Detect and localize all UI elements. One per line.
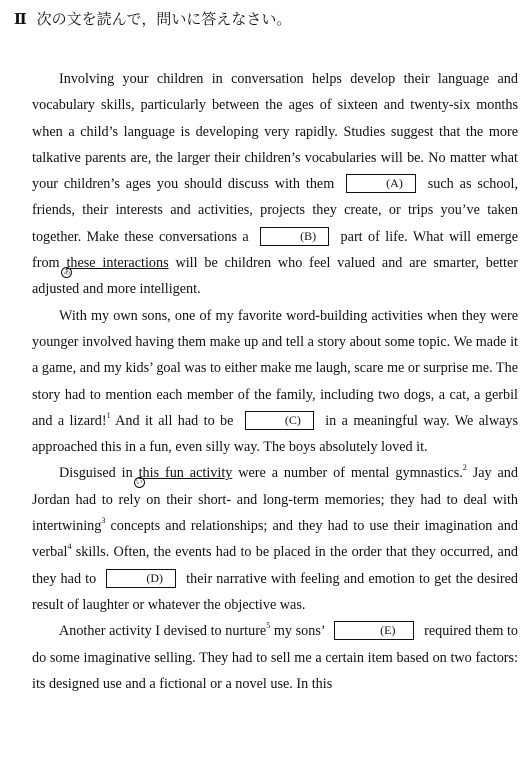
note-number: 3 [101,516,106,526]
text-run: Disguised in [59,465,133,482]
text-run: And it all had to be [115,412,234,429]
text-run: were a number of mental gymnastics. [238,465,463,482]
paragraph-2 [32,303,518,461]
text-run: required them to do some imaginative selling. They had to sell me a certain item based on two factors: its designed use and a fictional or a novel use. In this [32,623,519,692]
circled-label: い [135,478,143,487]
underlined-phrase-a: these interactions [66,255,169,272]
note-number: 5 [266,621,271,631]
text-run: With my own sons, one of my favorite word-building activities when they were younger involved having them make up and tell a story about some topic. We made it a game, and my kids’ goal was to either make me laugh, scare me or surprise me. The story had to mention each member of the family, including two dogs, a cat, a gerbil and a lizard! [32,307,518,429]
blank-box-b: (B) [260,227,329,246]
text-run: such as school, friends, their interests and activities, projects they create, or trips you’ve taken together. Make these conversations a [32,176,519,245]
text-run: concepts and relationships; and they had to use their imagination and verbal [32,518,518,561]
blank-box-e: (E) [334,621,414,640]
text-run: skills. Often, the events had to be placed in the order that they occurred, and they had to [32,544,519,587]
text-run: my sons’ [273,623,325,640]
text-run: Another activity I devised to nurture [59,623,267,640]
underlined-phrase-i: this fun activity [138,465,233,482]
paragraph-3 [32,460,518,618]
text-run: in a meaningful way. We always approached this in a fun, even silly way. The boys absolutely loved it. [32,412,519,456]
text-run: Involving your children in conversation helps develop their language and vocabulary skills, particularly between the ages of sixteen and twenty-six months when a child’s language is developing very rapidly. Studies suggest that the more talkative parents are, the larger their children’s vocabularies will be. No matter what your children’s ages you should discuss with them [32,71,518,193]
section-number: Ⅱ [14,12,27,28]
note-number: 2 [462,463,467,473]
text-run: part of life. What will emerge from [32,228,519,272]
instruction-text: 次の文を読んで，問いに答えなさい。 [36,12,292,28]
circled-label: あ [63,268,71,277]
paragraph-1 [32,66,518,303]
text-run: Jay and Jordan had to rely on their short- and long-term memories; they had to deal with intertwining [32,465,518,535]
blank-box-c: (C) [245,411,314,430]
note-number: 4 [67,542,72,552]
blank-box-a: (A) [346,174,416,193]
blank-box-d: (D) [106,569,176,588]
note-number: 1 [106,410,111,420]
text-run: will be children who feel valued and are smarter, better adjusted and more intelligent. [32,255,519,298]
paragraph-4 [32,618,518,697]
passage [32,66,518,697]
question-header [14,8,291,29]
text-run: their narrative with feeling and emotion to get the desired result of laughter or whatever the objective was. [32,570,519,613]
